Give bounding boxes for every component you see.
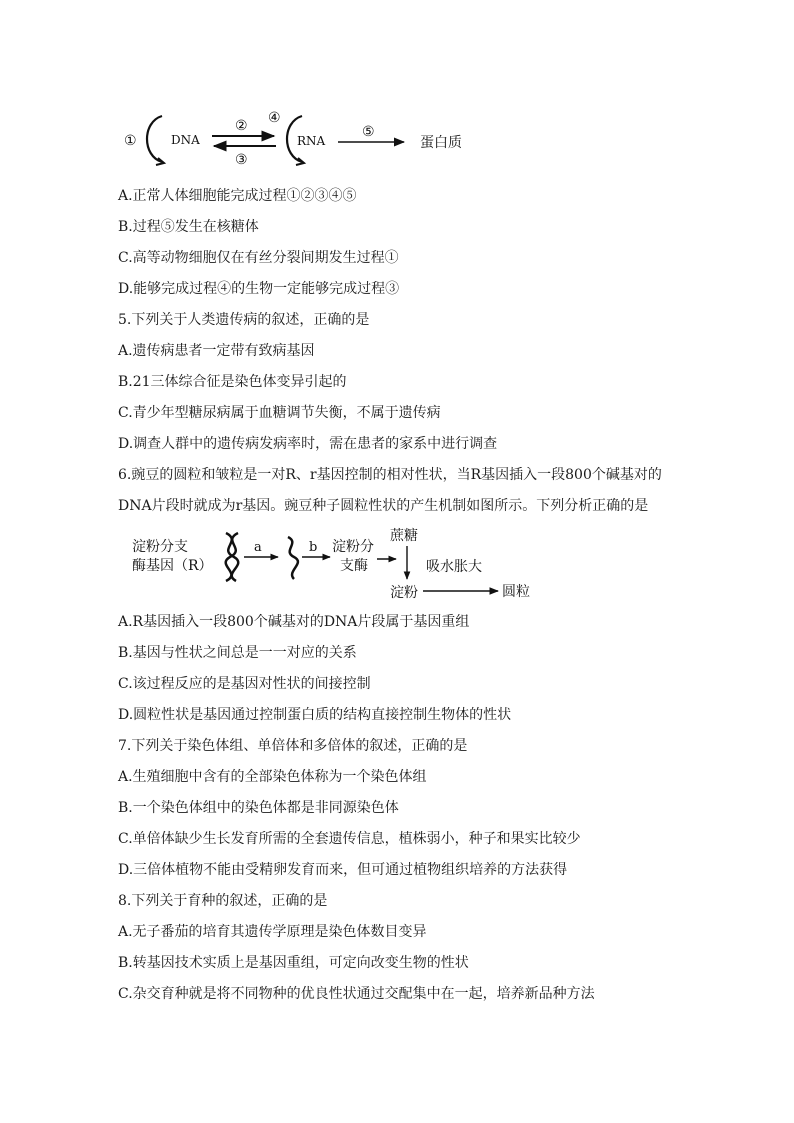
q4-option-c: C.高等动物细胞仅在有丝分裂间期发生过程① bbox=[118, 250, 399, 266]
q4-option-b: B.过程⑤发生在核糖体 bbox=[118, 219, 259, 235]
dna-double-helix-icon bbox=[226, 533, 239, 581]
q5-option-d: D.调查人群中的遗传病发病率时，需在患者的家系中进行调查 bbox=[118, 436, 498, 452]
q6-option-b: B.基因与性状之间总是一一对应的关系 bbox=[118, 645, 357, 661]
enzyme-label-line2: 支酶 bbox=[340, 558, 368, 574]
arrow-b-label: b bbox=[309, 540, 318, 555]
q7-stem: 7.下列关于染色体组、单倍体和多倍体的叙述，正确的是 bbox=[118, 738, 468, 754]
q7-option-b: B.一个染色体组中的染色体都是非同源染色体 bbox=[118, 800, 399, 816]
q5-stem: 5.下列关于人类遗传病的叙述，正确的是 bbox=[118, 312, 370, 328]
q8-option-b: B.转基因技术实质上是基因重组，可定向改变生物的性状 bbox=[118, 955, 469, 971]
q7-option-d: D.三倍体植物不能由受精卵发育而来，但可通过植物组织培养的方法获得 bbox=[118, 862, 568, 878]
process-3-label: ③ bbox=[235, 152, 248, 168]
q6-option-c: C.该过程反应的是基因对性状的间接控制 bbox=[118, 676, 371, 692]
process-5-label: ⑤ bbox=[362, 124, 375, 140]
arrow-a-label: a bbox=[254, 540, 262, 555]
mrna-strand-icon bbox=[288, 537, 298, 579]
starch-label: 淀粉 bbox=[390, 585, 418, 601]
q6-option-a: A.R基因插入一段800个碱基对的DNA片段属于基因重组 bbox=[118, 614, 470, 630]
q5-option-b: B.21三体综合征是染色体变异引起的 bbox=[118, 374, 347, 390]
process-4-label: ④ bbox=[268, 110, 281, 126]
absorb-water-label: 吸水胀大 bbox=[426, 559, 482, 575]
dna-replication-arc bbox=[147, 116, 162, 162]
q4-option-a: A.正常人体细胞能完成过程①②③④⑤ bbox=[118, 188, 357, 204]
round-seed-label: 圆粒 bbox=[502, 584, 530, 600]
q4-option-d: D.能够完成过程④的生物一定能够完成过程③ bbox=[118, 281, 400, 297]
q7-option-a: A.生殖细胞中含有的全部染色体称为一个染色体组 bbox=[118, 769, 427, 785]
q8-stem: 8.下列关于育种的叙述，正确的是 bbox=[118, 893, 328, 909]
q5-option-c: C.青少年型糖尿病属于血糖调节失衡，不属于遗传病 bbox=[118, 405, 441, 421]
gene-label-line2: 酶基因（R） bbox=[132, 558, 213, 574]
enzyme-label-line1: 淀粉分 bbox=[332, 539, 374, 555]
rna-label: RNA bbox=[297, 134, 326, 148]
gene-label-line1: 淀粉分支 bbox=[132, 539, 188, 555]
process-2-label: ② bbox=[235, 118, 248, 134]
q6-option-d: D.圆粒性状是基因通过控制蛋白质的结构直接控制生物体的性状 bbox=[118, 707, 512, 723]
protein-label: 蛋白质 bbox=[420, 135, 462, 151]
q7-option-c: C.单倍体缺少生长发育所需的全套遗传信息，植株弱小，种子和果实比较少 bbox=[118, 831, 581, 847]
q6-stem-line1: 6.豌豆的圆粒和皱粒是一对R、r基因控制的相对性状，当R基因插入一段800个碱基对的 bbox=[118, 467, 662, 483]
q6-stem-line2: DNA片段时就成为r基因。豌豆种子圆粒性状的产生机制如图所示。下列分析正确的是 bbox=[118, 498, 649, 514]
process-1-label: ① bbox=[124, 133, 137, 149]
q8-option-c: C.杂交育种就是将不同物种的优良性状通过交配集中在一起，培养新品种方法 bbox=[118, 986, 595, 1002]
central-dogma-diagram bbox=[118, 108, 478, 170]
q5-option-a: A.遗传病患者一定带有致病基因 bbox=[118, 343, 315, 359]
starch-pathway-diagram bbox=[118, 525, 548, 605]
sucrose-label: 蔗糖 bbox=[390, 528, 418, 544]
q8-option-a: A.无子番茄的培育其遗传学原理是染色体数目变异 bbox=[118, 924, 427, 940]
dna-label: DNA bbox=[171, 133, 200, 147]
